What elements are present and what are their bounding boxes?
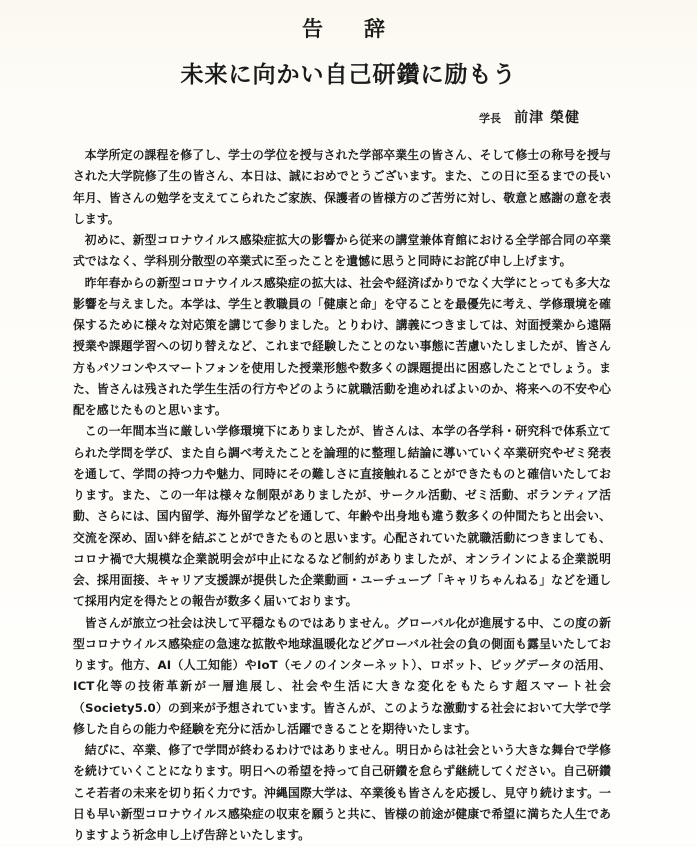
paragraph-6: 結びに、卒業、修了で学問が終わるわけではありません。明日からは社会という大きな舞台で学修を続けていくことになります。明日への希望を持って自己研鑽を怠らず継続してください。自己研鑽こそ若者の未来を切り拓く力です。沖縄国際大学は、卒業後も皆さんを応援し、見守り続けます。一日も早い新型コロナウイルス感染症の収束を願うと共に、皆様の前途が健康で希望に満ちた人生でありますよう祈念申し上げ告辞といたします。 — [73, 743, 611, 842]
author-name: 前津 榮健 — [514, 110, 580, 126]
document-subtitle: 未来に向かい自己研鑽に励もう — [180, 62, 517, 88]
paragraph-4: この一年間本当に厳しい学修環境下にありましたが、皆さんは、本学の各学科・研究科で体系立てられた学問を学び、また自ら調べ考えたことを論理的に整理し結論に導いていく卒業研究やゼミ発表を通して、学問の持つ力や魅力、同時にその難しさに直接触れることができたものと確信いたしております。また、この一年は様々な制限がありましたが、サークル活動、ゼミ活動、ボランティア活動、さらには、国内留学、海外留学などを通して、年齢や出身地も違う数多くの仲間たちと出会い、交流を深め、固い絆を結ぶことができたものと思います。心配されていた就職活動につきましても、コロナ禍で大規模な企業説明会が中止になるなど制約がありましたが、オンラインによる企業説明会、採用面接、キャリア支援課が提供した企業動画・ユーチューブ「キャリちゃんねる」などを通して採用内定を得たとの報告が数多く届いております。 — [73, 424, 611, 609]
paragraph-5: 皆さんが旅立つ社会は決して平穏なものではありません。グローバル化が進展する中、この度の新型コロナウイルス感染症の急速な拡散や地球温暖化などグローバル社会の負の側面も露呈いたしております。他方、AI（人工知能）やIoT（モノのインターネット）、ロボット、ビッグデータの活用、ICT化等の技術革新が一層進展し、社会や生活に大きな変化をもたらす超スマート社会（Society5.0）の到来が予想されています。皆さんが、このような激動する社会において大学で学修した自らの能力や経験を充分に活かし活躍できることを期待いたします。 — [73, 615, 611, 736]
author-role: 学長 — [479, 112, 502, 125]
author-line — [479, 106, 580, 130]
paragraph-2: 初めに、新型コロナウイルス感染症拡大の影響から従来の講堂兼体育館における全学部合同の卒業式ではなく、学科別分散型の卒業式に至ったことを遺憾に思うと同時にお詫び申し上げます。 — [73, 233, 611, 269]
paragraph-3: 昨年春からの新型コロナウイルス感染症の拡大は、社会や経済ばかりでなく大学にとっても多大な影響を与えました。本学は、学生と教職員の「健康と命」を守ることを最優先に考え、学修環境を確保するために様々な対応策を講じて参りました。とりわけ、講義につきましては、対面授業から遠隔授業や課題学習への切り替えなど、これまで経験したことのない事態に苦慮いたしましたが、皆さん方もパソコンやスマートフォンを使用した授業形態や数多くの課題提出に困惑したことでしょう。また、皆さんは残された学生生活の行方やどのように就職活動を進めればよいのか、将来への不安や心配を感じたものと思います。 — [73, 275, 611, 417]
address-body — [73, 145, 611, 846]
paragraph-1: 本学所定の課程を修了し、学士の学位を授与された学部卒業生の皆さん、そして修士の称号を授与された大学院修了生の皆さん、本日は、誠におめでとうございます。また、この日に至るまでの長い年月、皆さんの勉学を支えてこられたご家族、保護者の皆様方のご苦労に対し、敬意と感謝の意を表します。 — [73, 148, 611, 226]
document-heading: 告 辞 — [302, 17, 395, 41]
